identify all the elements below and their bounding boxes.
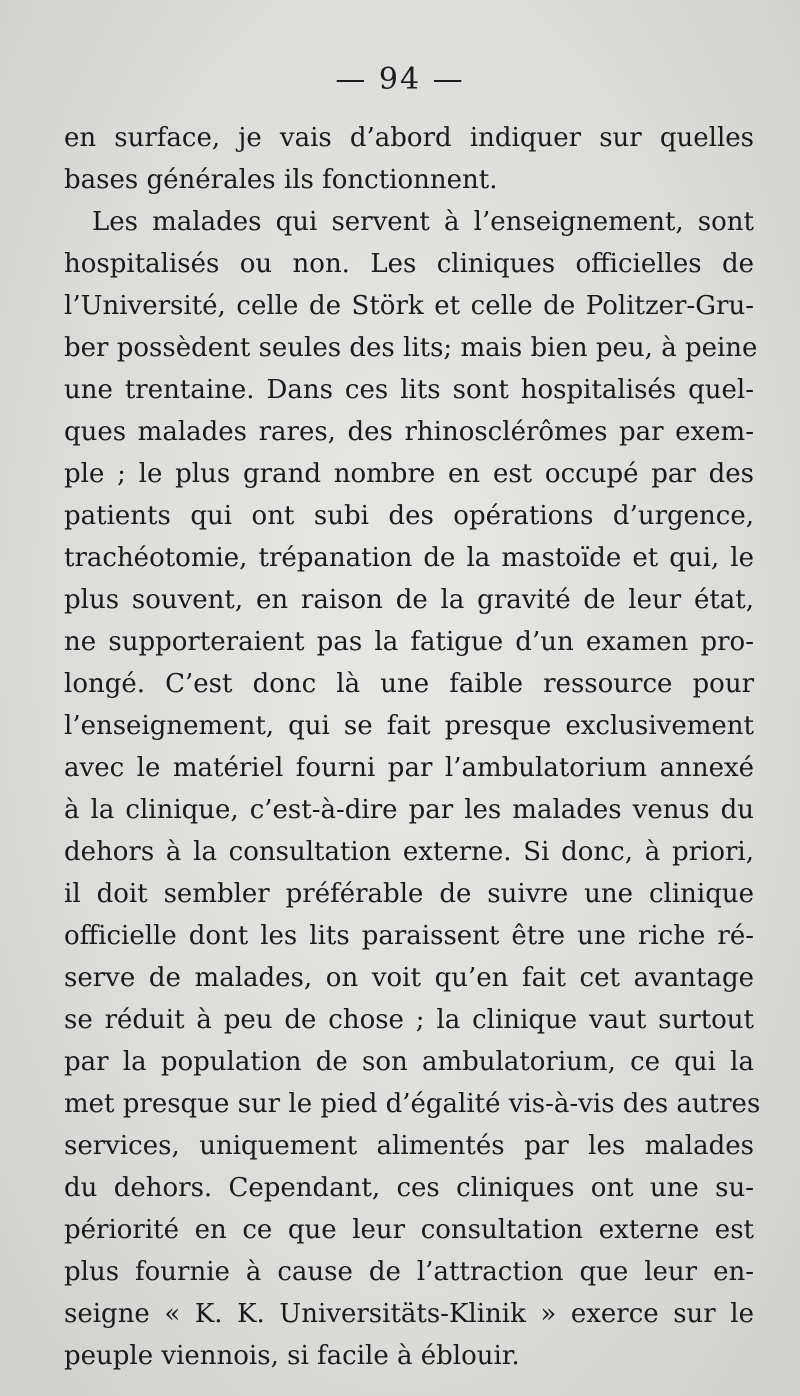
text-line: il doit sembler préférable de suivre une clinique <box>64 879 754 909</box>
text-line: bases générales ils fonctionnent. <box>64 165 498 195</box>
text-line: se réduit à peu de chose ; la clinique vaut surtout <box>64 1005 754 1035</box>
text-line: patients qui ont subi des opérations d’urgence, <box>64 501 754 531</box>
text-line: en surface, je vais d’abord indiquer sur quelles <box>64 123 754 153</box>
text-line: périorité en ce que leur consultation externe est <box>64 1215 754 1245</box>
page-number: — 94 — <box>335 62 465 97</box>
text-line: dehors à la consultation externe. Si donc, à priori, <box>64 837 754 867</box>
text-line: ne supporteraient pas la fatigue d’un examen pro- <box>64 627 754 657</box>
text-line: ple ; le plus grand nombre en est occupé par des <box>64 459 754 489</box>
text-line: met presque sur le pied d’égalité vis-à-vis des autres <box>64 1089 761 1119</box>
text-line: par la population de son ambulatorium, ce qui la <box>64 1047 754 1077</box>
text-line: l’enseignement, qui se fait presque exclusivement <box>64 711 754 741</box>
text-line: ber possèdent seules des lits; mais bien peu, à peine <box>64 333 758 363</box>
text-line: trachéotomie, trépanation de la mastoïde et qui, le <box>64 543 754 573</box>
text-line: officielle dont les lits paraissent être une riche ré- <box>64 921 754 951</box>
text-line: ques malades rares, des rhinosclérômes par exem- <box>64 417 754 447</box>
text-line: services, uniquement alimentés par les malades <box>64 1131 754 1161</box>
text-line: à la clinique, c’est-à-dire par les malades venus du <box>64 795 754 825</box>
text-line: l’Université, celle de Störk et celle de Politzer-Gru- <box>64 291 754 321</box>
text-line: hospitalisés ou non. Les cliniques officielles de <box>64 249 754 279</box>
text-line: avec le matériel fourni par l’ambulatorium annexé <box>64 753 754 783</box>
text-line: longé. C’est donc là une faible ressource pour <box>64 669 754 699</box>
text-line: plus souvent, en raison de la gravité de leur état, <box>64 585 754 615</box>
text-line: une trentaine. Dans ces lits sont hospitalisés quel- <box>64 375 754 405</box>
text-line: seigne « K. K. Universitäts-Klinik » exerce sur le <box>64 1299 754 1329</box>
text-line: plus fournie à cause de l’attraction que leur en- <box>64 1257 754 1287</box>
text-line: serve de malades, on voit qu’en fait cet avantage <box>64 963 754 993</box>
text-line: du dehors. Cependant, ces cliniques ont une su- <box>64 1173 754 1203</box>
text-line: Les malades qui servent à l’enseignement, sont <box>92 207 754 237</box>
text-line: peuple viennois, si facile à éblouir. <box>64 1341 520 1371</box>
